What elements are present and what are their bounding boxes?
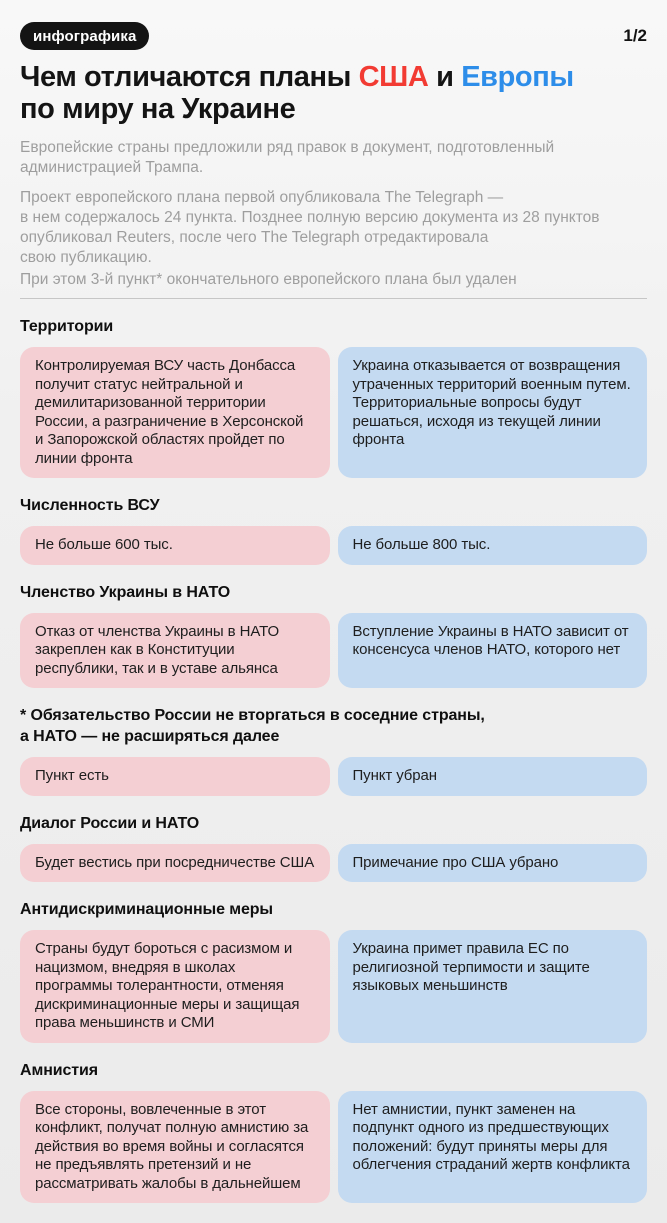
page-counter: 1/2 xyxy=(623,26,647,45)
section-nato-membership xyxy=(20,582,647,689)
section-heading-line-2: а НАТО — не расширяться далее xyxy=(20,728,280,745)
title-europe-highlight: Европы xyxy=(461,61,574,93)
comparison-cards xyxy=(20,757,647,796)
title-text-1: Чем отличаются планы xyxy=(20,61,359,93)
intro-line: опубликовал Reuters, после чего The Telegraph отредактировала xyxy=(20,229,489,246)
section-amnesty xyxy=(20,1060,647,1204)
header-row xyxy=(20,22,647,50)
eu-plan-card: Вступление Украины в НАТО зависит от консенсуса членов НАТО, которого нет xyxy=(338,613,648,689)
intro-paragraph-1 xyxy=(20,138,647,178)
comparison-cards xyxy=(20,930,647,1043)
section-russia-nato-dialogue xyxy=(20,813,647,883)
comparison-cards xyxy=(20,1091,647,1204)
us-plan-card: Контролируемая ВСУ часть Донбасса получит статус нейтральной и демилитаризованной территории России, а разграничение в Херсонской и Запорожской областях пройдет по линии фронта xyxy=(20,347,330,478)
divider xyxy=(20,298,647,299)
title-usa-highlight: США xyxy=(358,61,429,93)
us-plan-card: Пункт есть xyxy=(20,757,330,796)
eu-plan-card: Примечание про США убрано xyxy=(338,844,648,883)
section-heading: Диалог России и НАТО xyxy=(20,814,200,832)
section-heading: Территории xyxy=(20,318,114,335)
section-heading: Численность ВСУ xyxy=(20,497,160,514)
eu-plan-card: Украина отказывается от возвращения утраченных территорий военным путем. Территориальные вопросы будут решаться, исходя из текущей линии фронта xyxy=(338,347,648,478)
us-plan-card: Страны будут бороться с расизмом и нацизмом, внедряя в школах программы толерантности, отменяя дискриминационные меры и защищая права меньшинств и СМИ xyxy=(20,930,330,1043)
eu-plan-card: Пункт убран xyxy=(338,757,648,796)
page-title xyxy=(20,61,647,125)
intro-line: в нем содержалось 24 пункта. Позднее полную версию документа из 28 пунктов xyxy=(20,209,600,226)
section-heading: Членство Украины в НАТО xyxy=(20,583,231,601)
section-non-aggression-note xyxy=(20,705,647,796)
comparison-cards xyxy=(20,526,647,565)
title-conjunction: и xyxy=(428,61,462,93)
section-troop-size xyxy=(20,495,647,565)
intro-paragraph-2 xyxy=(20,188,647,268)
section-heading-line-1: * Обязательство России не вторгаться в соседние страны, xyxy=(20,707,485,724)
us-plan-card: Отказ от членства Украины в НАТО закреплен как в Конституции республики, так и в уставе альянса xyxy=(20,613,330,689)
section-heading: Амнистия xyxy=(20,1061,98,1079)
intro-line: Европейские страны предложили ряд правок в документ, подготовленный xyxy=(20,139,555,156)
us-plan-card: Не больше 600 тыс. xyxy=(20,526,330,565)
us-plan-card: Будет вестись при посредничестве США xyxy=(20,844,330,883)
eu-plan-card: Украина примет правила ЕС по религиозной терпимости и защите языковых меньшинств xyxy=(338,930,648,1043)
section-heading xyxy=(20,705,647,747)
us-plan-card: Все стороны, вовлеченные в этот конфликт, получат полную амнистию за действия во время войны и согласятся не предъявлять претензий и не рассматривать жалобы в дальнейшем xyxy=(20,1091,330,1204)
title-text-2: по миру на Украине xyxy=(20,93,296,125)
infographic-badge: инфографика xyxy=(20,22,149,50)
comparison-cards xyxy=(20,844,647,883)
intro-line: свою публикацию. xyxy=(20,249,152,266)
intro-line: администрацией Трампа. xyxy=(20,159,204,176)
section-heading: Антидискриминационные меры xyxy=(20,901,273,918)
eu-plan-card: Нет амнистии, пункт заменен на подпункт одного из предшествующих положений: будут приняты меры для облегчения страданий жертв конфликта xyxy=(338,1091,648,1204)
intro-line: Проект европейского плана первой опубликовала The Telegraph — xyxy=(20,189,504,206)
intro-paragraph-3: При этом 3-й пункт* окончательного европейского плана был удален xyxy=(20,271,517,288)
comparison-cards xyxy=(20,347,647,478)
section-territories xyxy=(20,316,647,478)
comparison-cards xyxy=(20,613,647,689)
section-anti-discrimination xyxy=(20,899,647,1043)
eu-plan-card: Не больше 800 тыс. xyxy=(338,526,648,565)
